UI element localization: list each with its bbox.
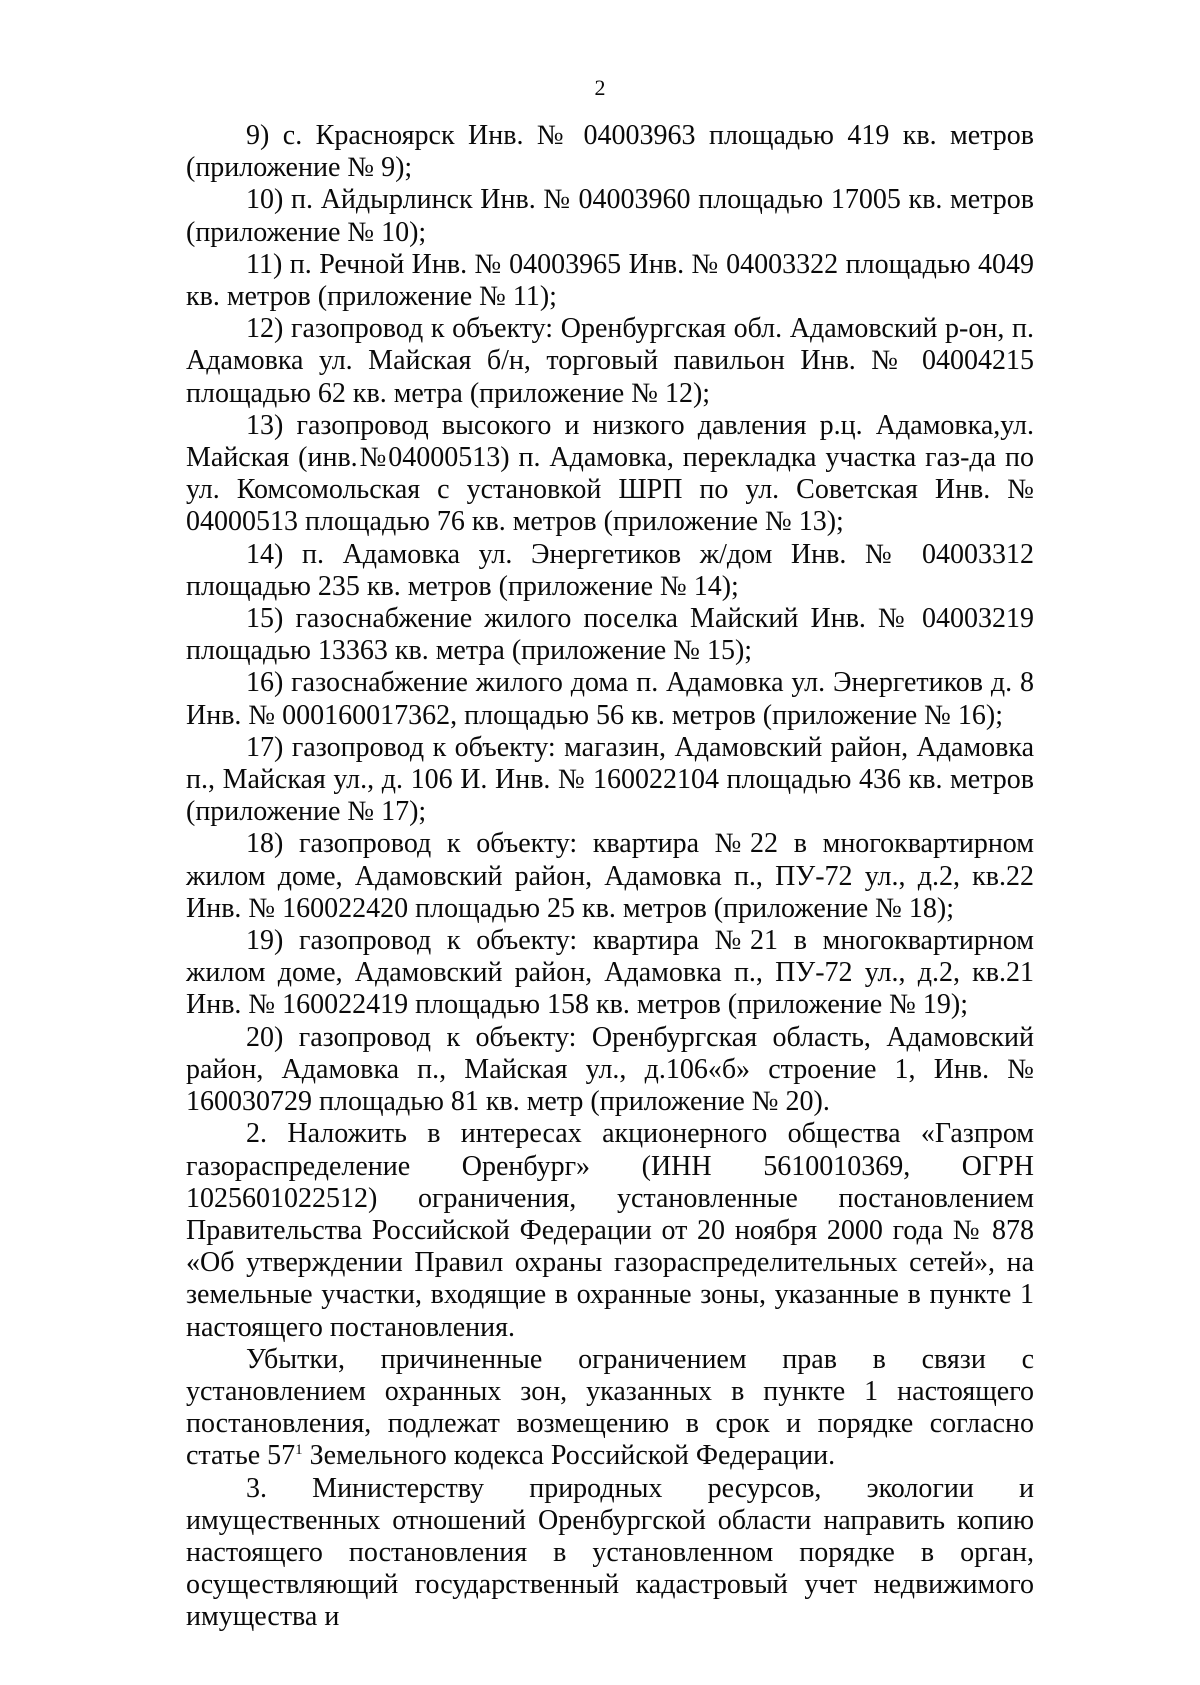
losses-text-end: Земельного кодекса Российской Федерации. xyxy=(302,1440,836,1472)
list-item-18: 18) газопровод к объекту: квартира №22 в многоквартирном жилом доме, Адамовский район, Адамовка п., ПУ-72 ул., д.2, кв.22 Инв. № 160022420 площадью 25 кв. метров (приложение № 18); xyxy=(186,828,1034,924)
losses-paragraph xyxy=(186,1344,1034,1473)
list-item-17: 17) газопровод к объекту: магазин, Адамовский район, Адамовка п., Майская ул., д. 106 И. Инв. № 160022104 площадью 436 кв. метров (приложение № 17); xyxy=(186,731,1034,828)
list-item-20: 20) газопровод к объекту: Оренбургская область, Адамовский район, Адамовка п., Майская ул., д.106«б» строение 1, Инв. № 160030729 площадью 81 кв. метр (приложение № 20). xyxy=(186,1021,1034,1118)
page-number: 2 xyxy=(594,75,606,100)
article-superscript: 1 xyxy=(295,1442,303,1459)
list-item-19: 19) газопровод к объекту: квартира №21 в многоквартирном жилом доме, Адамовский район, Адамовка п., ПУ-72 ул., д.2, кв.21 Инв. № 160022419 площадью 158 кв. метров (приложение № 19); xyxy=(186,925,1034,1021)
list-item-13: 13) газопровод высокого и низкого давления р.ц. Адамовка,ул. Майская (инв.№04000513) п. Адамовка, перекладка участка газ-да по ул. Комсомольская с установкой ШРП по ул. Советская Инв. № 04000513 площадью 76 кв. метров (приложение № 13); xyxy=(186,409,1034,538)
clause-2-paragraph: 2. Наложить в интересах акционерного общества «Газпром газораспределение Оренбург» (ИНН 5610010369, ОГРН 1025601022512) ограничения, установленные постановлением Правительства Российской Федерации от 20 ноября 2000 года № 878 «Об утверждении Правил охраны газораспределительных сетей», на земельные участки, входящие в охранные зоны, указанные в пункте 1 настоящего постановления. xyxy=(186,1118,1034,1343)
list-item-16: 16) газоснабжение жилого дома п. Адамовка ул. Энергетиков д. 8 Инв. № 000160017362, площадью 56 кв. метров (приложение № 16); xyxy=(186,667,1034,731)
list-item-11: 11) п. Речной Инв. № 04003965 Инв. № 04003322 площадью 4049 кв. метров (приложение № 11); xyxy=(186,248,1034,313)
list-item-12: 12) газопровод к объекту: Оренбургская обл. Адамовский р-он, п. Адамовка ул. Майская б/н, торговый павильон Инв. № 04004215 площадью 62 кв. метра (приложение № 12); xyxy=(186,313,1034,409)
list-item-10: 10) п. Айдырлинск Инв. № 04003960 площадью 17005 кв. метров (приложение № 10); xyxy=(186,184,1034,248)
losses-text-main: Убытки, причиненные ограничением прав в связи с установлением охранных зон, указанных в пункте 1 настоящего постановления, подлежат возмещению в срок и порядке согласно статье 57 xyxy=(186,1343,1034,1472)
list-item-9: 9) с. Красноярск Инв. № 04003963 площадью 419 кв. метров (приложение № 9); xyxy=(186,120,1034,184)
list-item-14: 14) п. Адамовка ул. Энергетиков ж/дом Инв. № 04003312 площадью 235 кв. метров (приложение № 14); xyxy=(186,538,1034,602)
document-body xyxy=(186,120,1034,1634)
list-item-15: 15) газоснабжение жилого поселка Майский Инв. № 04003219 площадью 13363 кв. метра (приложение № 15); xyxy=(186,603,1034,667)
clause-3-paragraph: 3. Министерству природных ресурсов, экологии и имущественных отношений Оренбургской области направить копию настоящего постановления в установленном порядке в орган, осуществляющий государственный кадастровый учет недвижимого имущества и xyxy=(186,1472,1034,1633)
